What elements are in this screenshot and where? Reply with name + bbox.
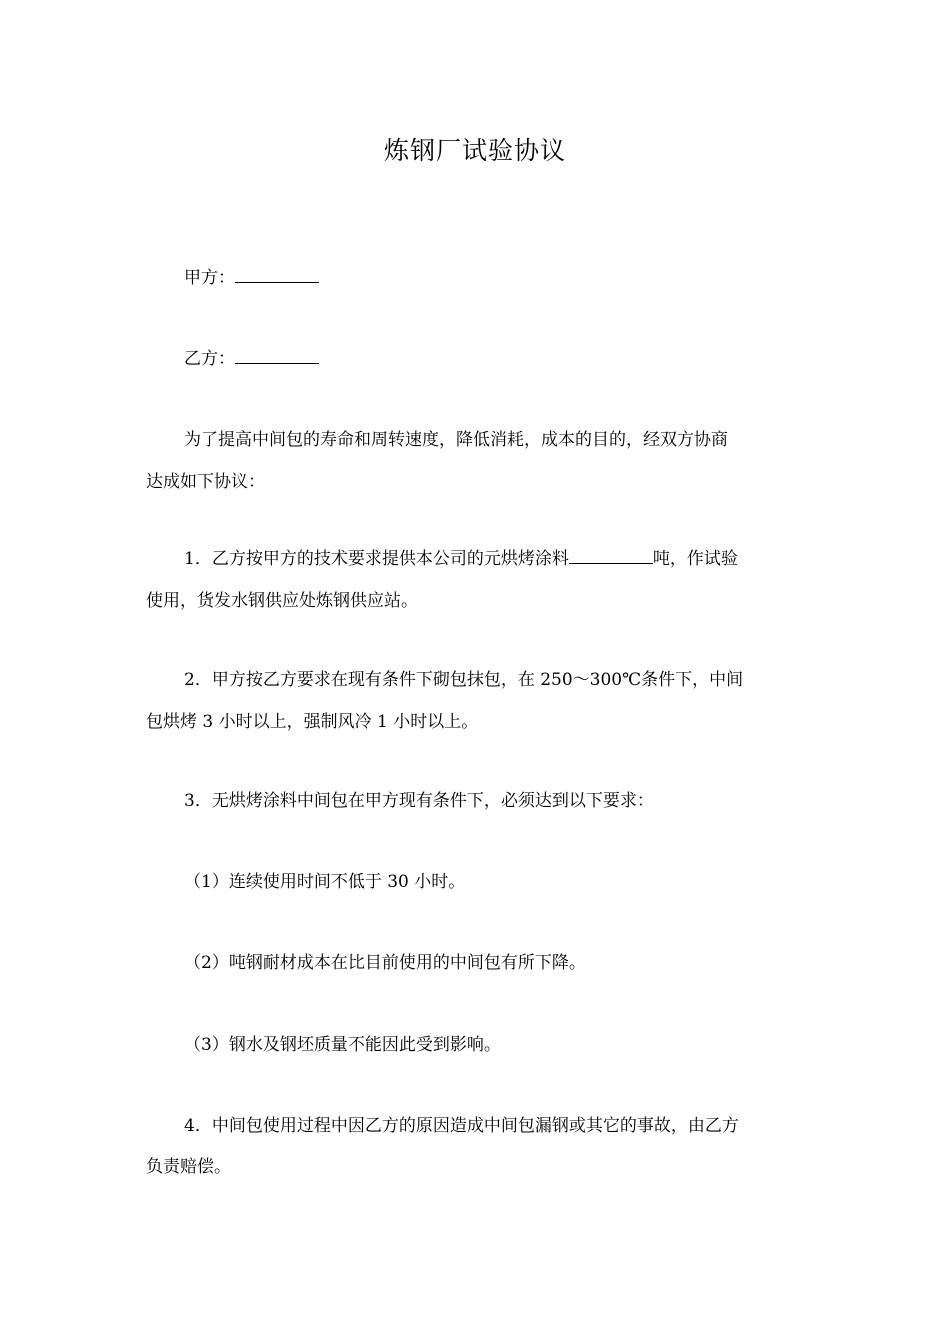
clause-1-text-a: 1．乙方按甲方的技术要求提供本公司的元烘烤涂料 bbox=[184, 549, 569, 569]
party-a-blank bbox=[235, 266, 319, 283]
clause-3: 3．无烘烤涂料中间包在甲方现有条件下，必须达到以下要求： bbox=[184, 791, 654, 811]
intro-line-2: 达成如下协议： bbox=[146, 472, 265, 492]
clause-1-blank bbox=[569, 547, 653, 564]
requirement-1: （1）连续使用时间不低于 30 小时。 bbox=[184, 872, 466, 892]
party-b-line bbox=[184, 347, 319, 371]
clause-4-line-1: 4．中间包使用过程中因乙方的原因造成中间包漏钢或其它的事故，由乙方 bbox=[184, 1116, 739, 1136]
party-a-label: 甲方： bbox=[184, 268, 235, 288]
party-b-blank bbox=[235, 347, 319, 364]
clause-2-line-2: 包烘烤 3 小时以上，强制风冷 1 小时以上。 bbox=[146, 712, 479, 732]
party-a-line bbox=[184, 266, 319, 290]
clause-4-line-2: 负责赔偿。 bbox=[146, 1157, 231, 1177]
requirement-3: （3）钢水及钢坯质量不能因此受到影响。 bbox=[184, 1035, 501, 1055]
clause-1-text-b: 吨，作试验 bbox=[652, 549, 738, 569]
requirement-2: （2）吨钢耐材成本在比目前使用的中间包有所下降。 bbox=[184, 953, 586, 973]
clause-1-line-2: 使用，货发水钢供应处炼钢供应站。 bbox=[146, 591, 418, 611]
clause-1-line-1 bbox=[184, 547, 738, 571]
clause-2-line-1: 2．甲方按乙方要求在现有条件下砌包抹包，在 250～300℃条件下，中间 bbox=[184, 670, 744, 690]
document-title: 炼钢厂试验协议 bbox=[383, 136, 566, 165]
intro-line-1: 为了提高中间包的寿命和周转速度，降低消耗，成本的目的，经双方协商 bbox=[184, 430, 728, 450]
party-b-label: 乙方： bbox=[184, 349, 235, 369]
